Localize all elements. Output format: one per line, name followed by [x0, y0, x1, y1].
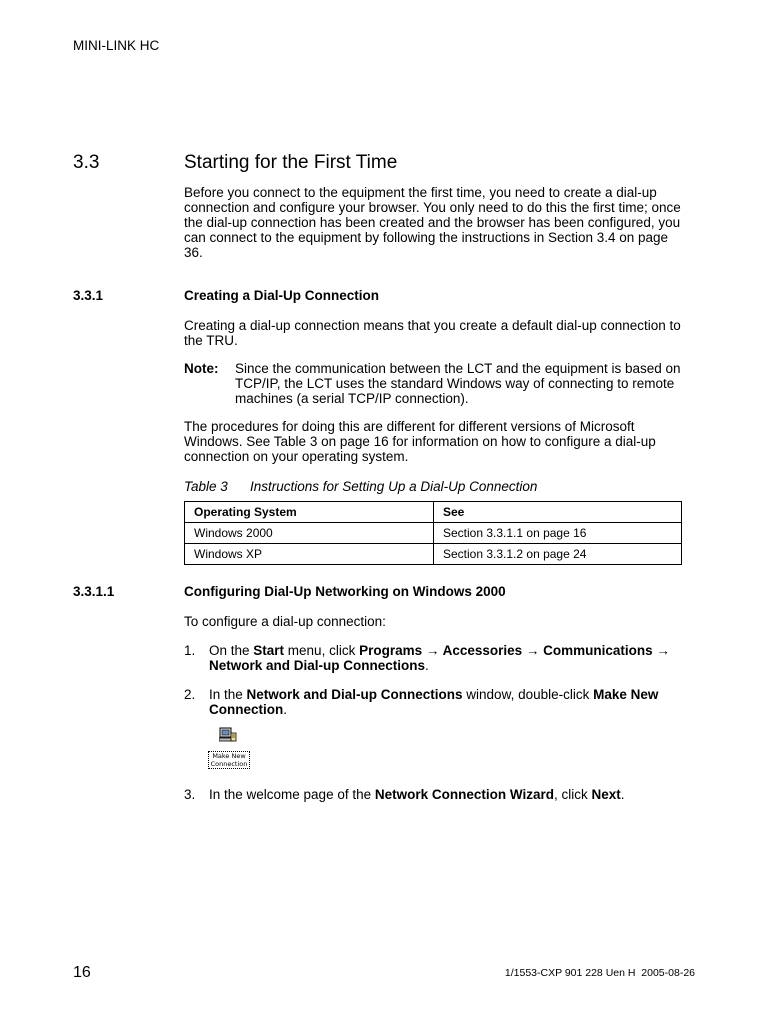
- note-text: Since the communication between the LCT and the equipment is based on TCP/IP, the LCT uses the standard Windows way of connecting to remote machines (a serial TCP/IP connection).: [235, 361, 681, 406]
- table-cell: Section 3.3.1.2 on page 24: [434, 544, 682, 565]
- table-caption-number: Table 3: [184, 479, 228, 494]
- step-number: 1.: [184, 643, 196, 658]
- table-cell: Windows XP: [185, 544, 434, 565]
- step-text-part: window, double-click: [462, 687, 594, 702]
- make-new-connection-icon: [208, 726, 250, 772]
- instructions-table: [184, 501, 682, 565]
- table-row: [185, 523, 682, 544]
- table-caption-title: Instructions for Setting Up a Dial-Up Connection: [250, 479, 538, 494]
- table-header-cell: See: [434, 502, 682, 523]
- step-text-part: .: [620, 787, 625, 802]
- step-text: [209, 643, 689, 673]
- section-number: 3.3: [73, 152, 100, 173]
- running-header: MINI-LINK HC: [73, 38, 160, 53]
- step-ui-term: Programs → Accessories → Communications → Network and Dial-up Connections: [209, 643, 670, 673]
- step-ui-term: Make New Connection: [209, 687, 659, 717]
- icon-caption: Make New Connection: [208, 751, 250, 769]
- step-number: 2.: [184, 687, 196, 702]
- table-row: [185, 544, 682, 565]
- step-ui-term: Next: [591, 787, 621, 802]
- table-header-cell: Operating System: [185, 502, 434, 523]
- page-number: 16: [73, 964, 91, 981]
- step-text-part: , click: [554, 787, 592, 802]
- subsection-paragraph-1: Creating a dial-up connection means that you create a default dial-up connection to the TRU.: [184, 318, 681, 348]
- step-text-part: menu, click: [284, 643, 360, 658]
- step-ui-term: Network and Dial-up Connections: [246, 687, 463, 702]
- step-text-part: In the: [209, 687, 247, 702]
- subsubsection-intro: To configure a dial-up connection:: [184, 614, 386, 629]
- document-id: 1/1553-CXP 901 228 Uen H 2005-08-26: [504, 967, 695, 979]
- step-text-part: In the welcome page of the: [209, 787, 375, 802]
- step-text: [209, 687, 689, 717]
- step-ui-term: Start: [253, 643, 285, 658]
- subsection-title: Creating a Dial-Up Connection: [184, 288, 380, 303]
- section-intro: Before you connect to the equipment the first time, you need to create a dial-up connection and configure your browser. You only need to do this the first time; once the dial-up connection has been created and the browser has been configured, you can connect to the equipment by following the instructions in Section 3.4 on page 36.: [184, 185, 681, 260]
- step-text: [209, 787, 689, 802]
- subsection-paragraph-2: The procedures for doing this are different for different versions of Microsoft Windows. See Table 3 on page 16 for information on how to configure a dial-up connection on your operating system.: [184, 419, 656, 464]
- table-header-row: [185, 502, 682, 523]
- step-ui-term: Network Connection Wizard: [374, 787, 554, 802]
- step-text-part: .: [283, 702, 288, 717]
- computer-connection-icon: [219, 726, 237, 744]
- table-cell: Windows 2000: [185, 523, 434, 544]
- table-cell: Section 3.3.1.1 on page 16: [434, 523, 682, 544]
- step-text-part: On the: [209, 643, 254, 658]
- subsubsection-number: 3.3.1.1: [73, 584, 115, 599]
- subsection-number: 3.3.1: [73, 288, 104, 303]
- section-title: Starting for the First Time: [184, 152, 398, 173]
- step-text-part: .: [425, 658, 429, 673]
- step-number: 3.: [184, 787, 196, 802]
- table-caption: [184, 479, 537, 494]
- note-label: Note:: [184, 361, 219, 376]
- subsubsection-title: Configuring Dial-Up Networking on Windows 2000: [184, 584, 506, 599]
